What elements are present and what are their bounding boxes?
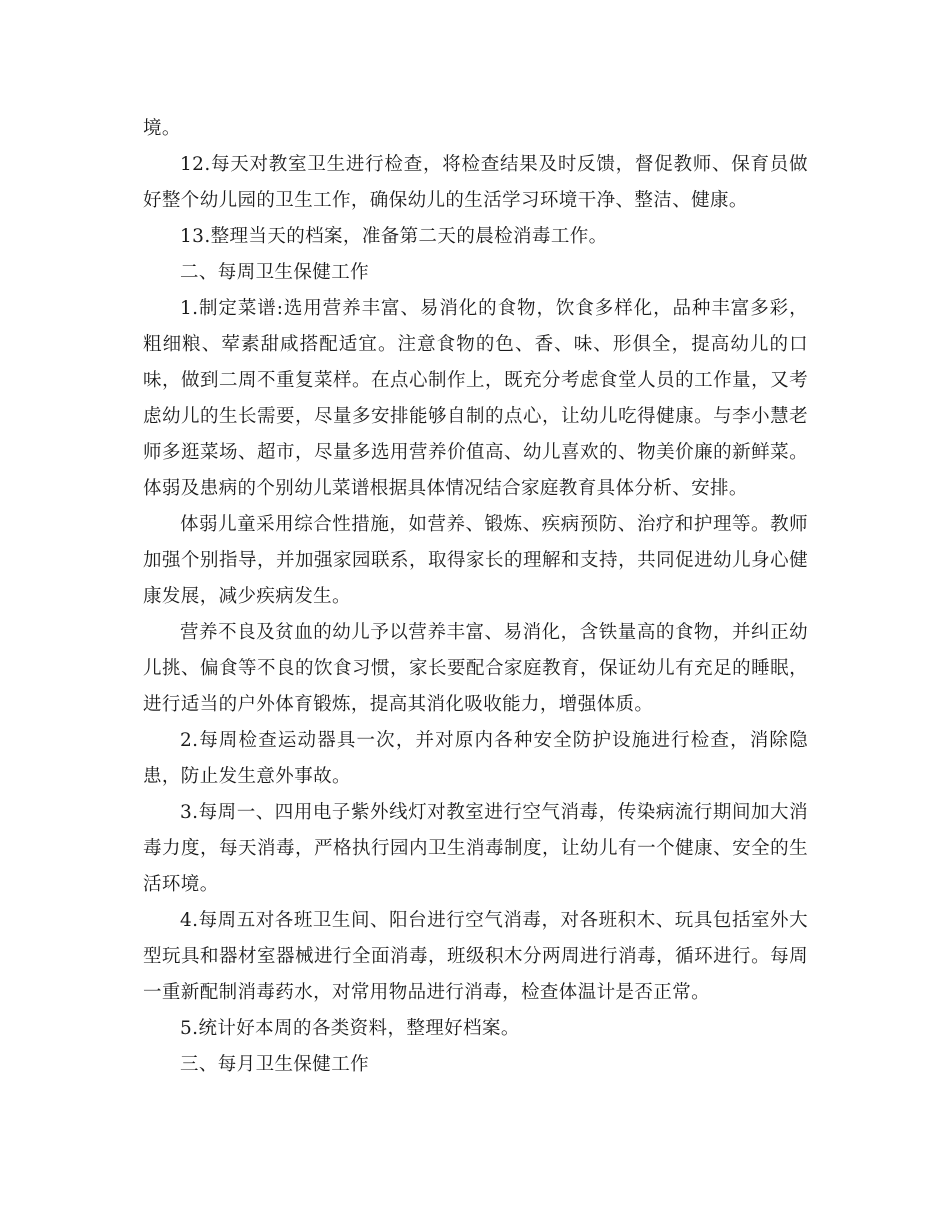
section-heading-monthly: 三、每月卫生保健工作 [180, 1054, 370, 1075]
document-body [143, 111, 808, 1083]
paragraph-item-12: 12.每天对教室卫生进行检查，将检查结果及时反馈，督促教师、保育员做好整个幼儿园的卫生工作，确保幼儿的生活学习环境干净、整洁、健康。 [143, 154, 808, 211]
paragraph-continuation: 境。 [143, 118, 181, 139]
section-heading-weekly: 二、每周卫生保健工作 [180, 262, 370, 283]
paragraph-weekly-item-1: 1.制定菜谱:选用营养丰富、易消化的食物，饮食多样化，品种丰富多彩，粗细粮、荤素甜咸搭配适宜。注意食物的色、香、味、形俱全，提高幼儿的口味，做到二周不重复菜样。在点心制作上，既充分考虑食堂人员的工作量，又考虑幼儿的生长需要，尽量多安排能够自制的点心，让幼儿吃得健康。与李小慧老师多逛菜场、超市，尽量多选用营养价值高、幼儿喜欢的、物美价廉的新鲜菜。体弱及患病的个别幼儿菜谱根据具体情况结合家庭教育具体分析、安排。 [143, 298, 808, 499]
paragraph-weekly-item-3: 3.每周一、四用电子紫外线灯对教室进行空气消毒，传染病流行期间加大消毒力度，每天消毒，严格执行园内卫生消毒制度，让幼儿有一个健康、安全的生活环境。 [143, 802, 808, 895]
paragraph-malnutrition: 营养不良及贫血的幼儿予以营养丰富、易消化，含铁量高的食物，并纠正幼儿挑、偏食等不良的饮食习惯，家长要配合家庭教育，保证幼儿有充足的睡眠，进行适当的户外体育锻炼，提高其消化吸收能力，增强体质。 [143, 622, 808, 715]
paragraph-weekly-item-2: 2.每周检查运动器具一次，并对原内各种安全防护设施进行检查，消除隐患，防止发生意外事故。 [143, 730, 808, 787]
paragraph-item-13: 13.整理当天的档案，准备第二天的晨检消毒工作。 [180, 226, 608, 247]
paragraph-weekly-item-4: 4.每周五对各班卫生间、阳台进行空气消毒，对各班积木、玩具包括室外大型玩具和器材室器械进行全面消毒，班级积木分两周进行消毒，循环进行。每周一重新配制消毒药水，对常用物品进行消毒，检查体温计是否正常。 [143, 910, 808, 1003]
paragraph-weak-children: 体弱儿童采用综合性措施，如营养、锻炼、疾病预防、治疗和护理等。教师加强个别指导，并加强家园联系，取得家长的理解和支持，共同促进幼儿身心健康发展，减少疾病发生。 [143, 514, 808, 607]
paragraph-weekly-item-5: 5.统计好本周的各类资料，整理好档案。 [180, 1018, 520, 1039]
